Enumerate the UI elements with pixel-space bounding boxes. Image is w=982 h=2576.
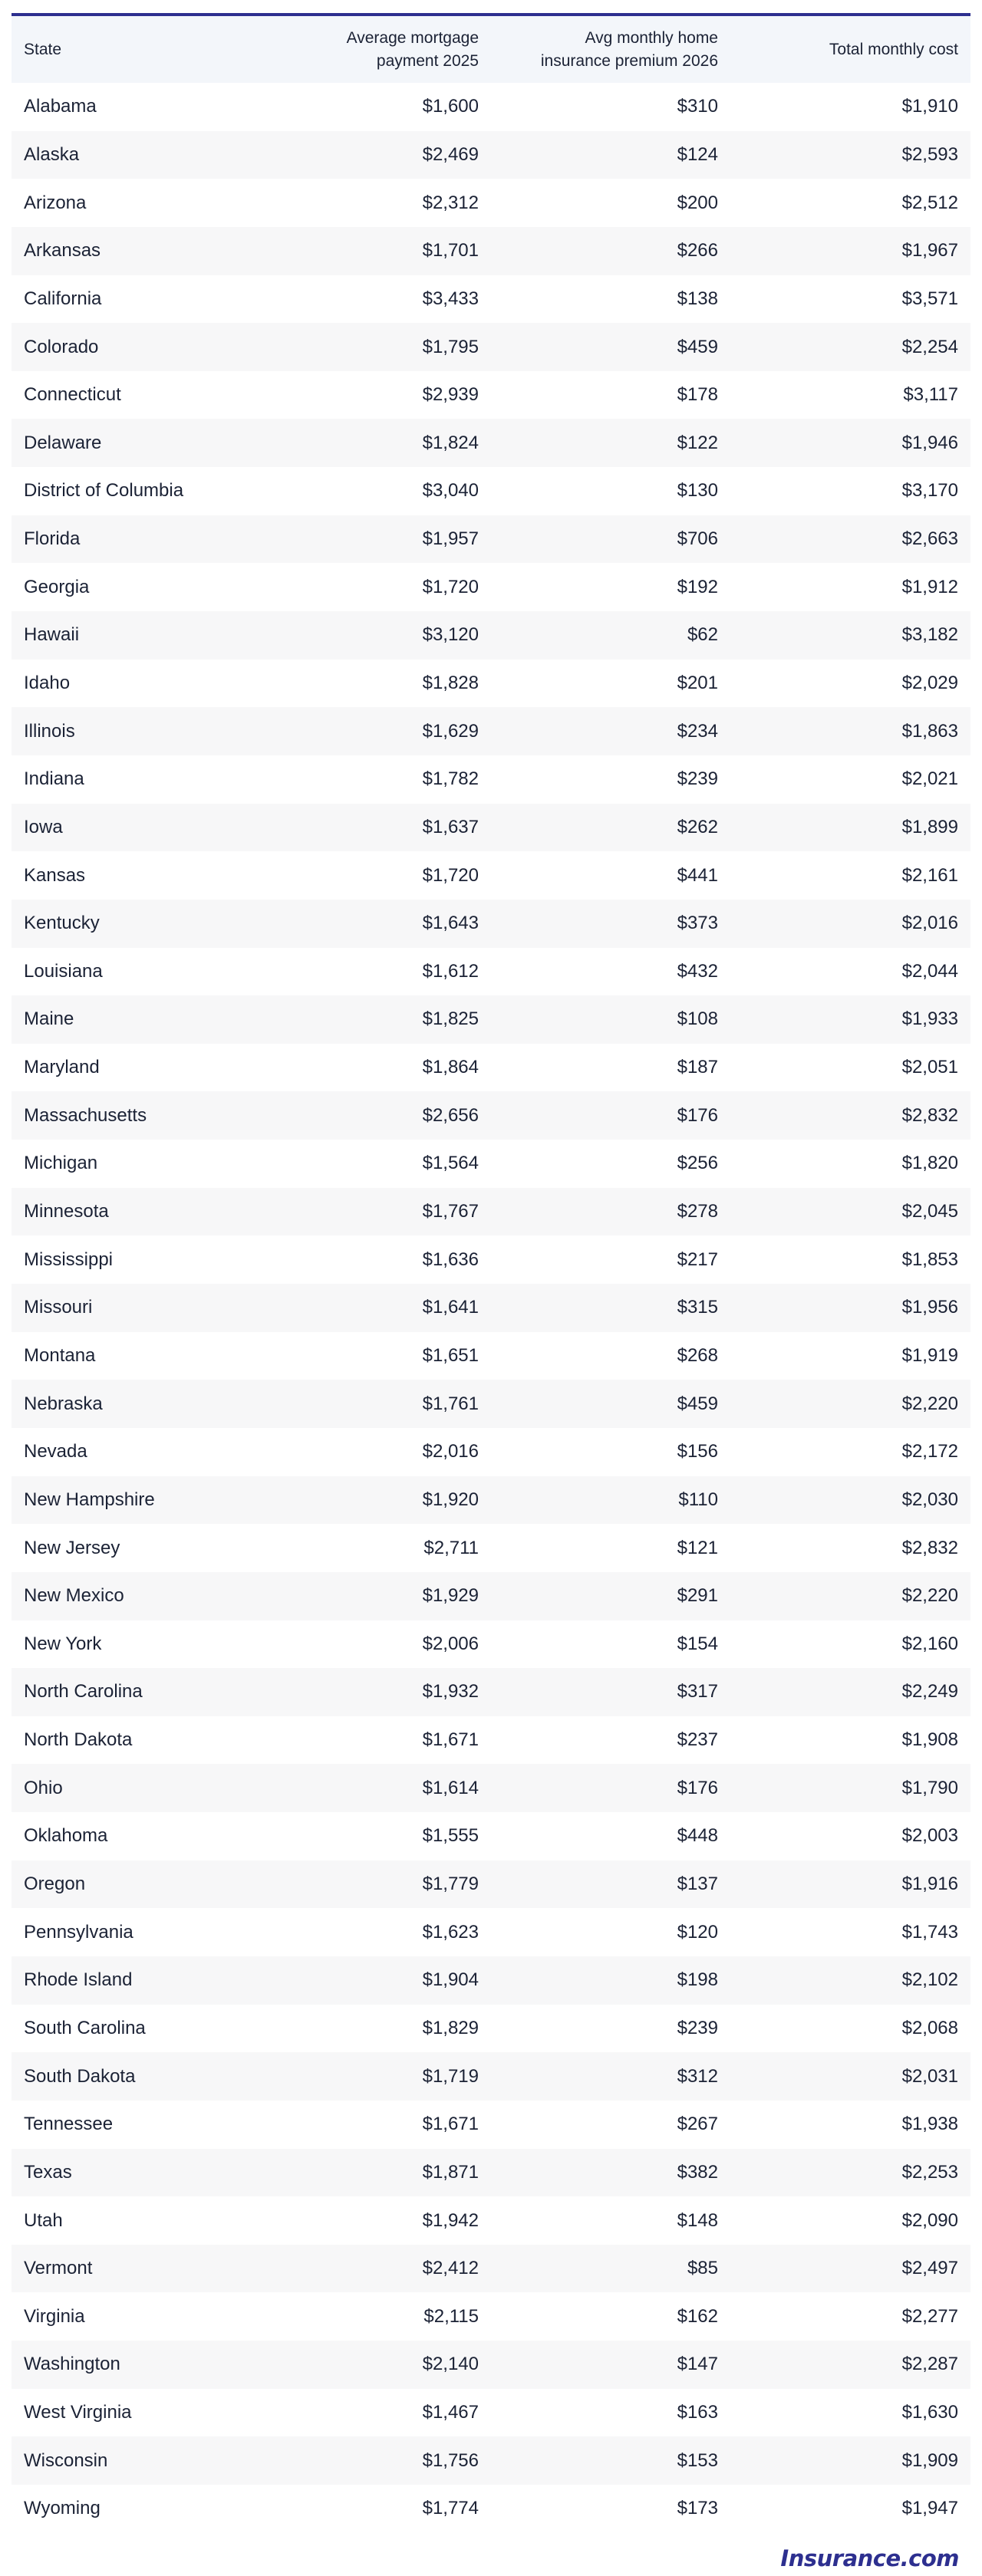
mortgage-cell: $1,719 [422, 2065, 479, 2087]
insurance-cell: $239 [677, 768, 718, 790]
insurance-cell: $459 [677, 1393, 718, 1414]
state-cell: Arizona [24, 192, 87, 213]
total-cell: $2,172 [901, 1441, 958, 1462]
table-row [12, 131, 970, 179]
mortgage-cell: $2,939 [422, 384, 479, 406]
table-row [12, 1140, 970, 1188]
insurance-cell: $291 [677, 1585, 718, 1607]
table-row [12, 707, 970, 755]
total-cell: $2,045 [901, 1201, 958, 1222]
table-row [12, 1668, 970, 1716]
insurance-cell: $237 [677, 1729, 718, 1751]
mortgage-cell: $1,641 [422, 1297, 479, 1318]
mortgage-cell: $1,829 [422, 2017, 479, 2038]
insurance-cell: $267 [677, 2114, 718, 2135]
state-cell: Arkansas [24, 240, 101, 262]
state-cell: Virginia [24, 2305, 85, 2327]
insurance-cell: $278 [677, 1201, 718, 1222]
total-cell: $2,068 [901, 2017, 958, 2038]
insurance-cell: $108 [677, 1008, 718, 1030]
insurance-cell: $137 [677, 1874, 718, 1895]
table-row [12, 1332, 970, 1380]
table-row [12, 995, 970, 1044]
state-cell: Vermont [24, 2258, 93, 2279]
insurance-cell: $441 [677, 864, 718, 886]
insurance-cell: $200 [677, 192, 718, 213]
mortgage-cell: $1,774 [422, 2498, 479, 2519]
state-cell: Kentucky [24, 913, 100, 934]
total-cell: $3,170 [901, 480, 958, 502]
mortgage-cell: $3,040 [422, 480, 479, 502]
table-row [12, 900, 970, 948]
mortgage-cell: $3,433 [422, 288, 479, 309]
mortgage-cell: $1,904 [422, 1969, 479, 1991]
table-row [12, 467, 970, 515]
table-row [12, 1044, 970, 1092]
mortgage-cell: $1,825 [422, 1008, 479, 1030]
state-cell: Wyoming [24, 2498, 101, 2519]
table-row [12, 2436, 970, 2485]
insurance-cell: $315 [677, 1297, 718, 1318]
insurance-cell: $148 [677, 2209, 718, 2231]
insurance-cell: $262 [677, 816, 718, 837]
mortgage-cell: $2,006 [422, 1633, 479, 1654]
total-cell: $2,030 [901, 1489, 958, 1510]
total-cell: $2,051 [901, 1057, 958, 1078]
table-row [12, 1476, 970, 1525]
mortgage-cell: $1,767 [422, 1201, 479, 1222]
insurance-cell: $147 [677, 2354, 718, 2375]
total-cell: $1,938 [901, 2114, 958, 2135]
total-cell: $1,933 [901, 1008, 958, 1030]
total-cell: $3,571 [901, 288, 958, 309]
state-cell: North Dakota [24, 1729, 133, 1751]
insurance-cell: $312 [677, 2065, 718, 2087]
total-cell: $2,287 [901, 2354, 958, 2375]
insurance-cell: $317 [677, 1681, 718, 1703]
insurance-cell: $187 [677, 1057, 718, 1078]
total-cell: $1,946 [901, 432, 958, 453]
mortgage-cell: $1,614 [422, 1777, 479, 1798]
table-row [12, 1524, 970, 1572]
state-cell: Oregon [24, 1874, 86, 1895]
mortgage-cell: $1,671 [422, 1729, 479, 1751]
state-cell: Nebraska [24, 1393, 103, 1414]
mortgage-cell: $2,016 [422, 1441, 479, 1462]
total-cell: $1,912 [901, 576, 958, 597]
state-cell: Iowa [24, 816, 63, 837]
mortgage-cell: $1,467 [422, 2402, 479, 2423]
total-cell: $2,220 [901, 1585, 958, 1607]
mortgage-cell: $1,720 [422, 576, 479, 597]
total-cell: $2,512 [901, 192, 958, 213]
state-cell: Maine [24, 1008, 74, 1030]
table-row [12, 2245, 970, 2293]
table-row [12, 1764, 970, 1812]
state-cell: West Virginia [24, 2402, 132, 2423]
mortgage-cell: $2,115 [423, 2305, 479, 2327]
insurance-cell: $176 [677, 1777, 718, 1798]
table-row [12, 1284, 970, 1332]
total-cell: $2,161 [901, 864, 958, 886]
insurance-cell: $162 [677, 2305, 718, 2327]
total-cell: $1,919 [901, 1344, 958, 1366]
total-cell: $1,908 [901, 1729, 958, 1751]
table-row [12, 804, 970, 852]
table-row [12, 2149, 970, 2197]
insurance-cell: $217 [677, 1249, 718, 1270]
total-cell: $1,899 [901, 816, 958, 837]
total-cell: $1,743 [901, 1921, 958, 1943]
state-cell: Georgia [24, 576, 90, 597]
header-row [12, 16, 970, 83]
insurance-cell: $62 [687, 624, 718, 646]
insurance-cell: $198 [677, 1969, 718, 1991]
state-cell: Louisiana [24, 960, 103, 982]
mortgage-cell: $1,564 [422, 1153, 479, 1174]
total-cell: $2,029 [901, 673, 958, 693]
total-cell: $2,249 [901, 1681, 958, 1703]
state-cell: Hawaii [24, 624, 80, 646]
total-cell: $2,220 [901, 1393, 958, 1414]
table-row [12, 2101, 970, 2149]
mortgage-cell: $1,920 [422, 1489, 479, 1510]
table-row [12, 611, 970, 660]
table-row [12, 1428, 970, 1476]
table-row [12, 1716, 970, 1765]
insurance-cell: $153 [677, 2449, 718, 2471]
table-row [12, 179, 970, 227]
table-row [12, 1091, 970, 1140]
table-row [12, 515, 970, 564]
table-row [12, 1188, 970, 1236]
table-row [12, 2196, 970, 2245]
total-cell: $2,832 [901, 1104, 958, 1126]
mortgage-cell: $1,701 [422, 240, 479, 262]
table-row [12, 1235, 970, 1284]
total-cell: $1,909 [901, 2449, 958, 2471]
state-cell: Indiana [24, 768, 84, 790]
insurance-cell: $130 [677, 480, 718, 502]
state-cell: Maryland [24, 1057, 100, 1078]
mortgage-cell: $1,761 [422, 1393, 479, 1414]
mortgage-cell: $1,612 [422, 960, 479, 982]
state-cell: Connecticut [24, 384, 121, 406]
mortgage-cell: $1,932 [422, 1681, 479, 1703]
mortgage-cell: $1,637 [422, 816, 479, 837]
state-cell: Alabama [24, 96, 97, 117]
mortgage-cell: $1,629 [422, 720, 479, 742]
state-cell: Florida [24, 528, 81, 550]
total-cell: $2,253 [901, 2161, 958, 2183]
table-row [12, 323, 970, 371]
total-cell: $1,947 [901, 2498, 958, 2519]
total-cell: $2,497 [901, 2258, 958, 2279]
insurance-cell: $154 [677, 1633, 718, 1654]
total-cell: $1,630 [901, 2402, 958, 2423]
table-row [12, 83, 970, 131]
mortgage-cell: $1,651 [422, 1344, 479, 1366]
state-cell: Massachusetts [24, 1104, 147, 1126]
table-row [12, 1572, 970, 1620]
insurance-cell: $178 [677, 384, 718, 406]
mortgage-cell: $2,469 [422, 143, 479, 165]
total-cell: $2,832 [901, 1537, 958, 1558]
column-header-insurance: Avg monthly home insurance premium 2026 [540, 28, 718, 70]
state-cell: Idaho [24, 673, 71, 693]
insurance-cell: $459 [677, 336, 718, 357]
total-cell: $3,117 [903, 384, 958, 406]
insurance-cell: $85 [687, 2258, 718, 2279]
mortgage-cell: $1,828 [422, 673, 479, 693]
insurance-cell: $310 [677, 96, 718, 117]
state-cell: Montana [24, 1344, 96, 1366]
insurance-cell: $201 [677, 673, 718, 693]
mortgage-cell: $3,120 [422, 624, 479, 646]
total-cell: $2,593 [901, 143, 958, 165]
total-cell: $1,790 [901, 1777, 958, 1798]
mortgage-cell: $1,824 [422, 432, 479, 453]
state-cell: Texas [24, 2161, 72, 2183]
total-cell: $2,090 [901, 2209, 958, 2231]
state-cell: Michigan [24, 1153, 98, 1174]
mortgage-cell: $2,711 [423, 1537, 479, 1558]
state-cell: Kansas [24, 864, 86, 886]
state-cell: New Hampshire [24, 1489, 155, 1510]
insurance-cell: $124 [677, 143, 718, 165]
table-row [12, 227, 970, 275]
total-cell: $1,820 [901, 1153, 958, 1174]
state-cell: Utah [24, 2209, 63, 2231]
table-row [12, 851, 970, 900]
total-cell: $2,021 [901, 768, 958, 790]
table-row [12, 563, 970, 611]
total-cell: $1,916 [901, 1874, 958, 1895]
mortgage-cell: $1,555 [422, 1825, 479, 1847]
state-cell: Delaware [24, 432, 102, 453]
mortgage-cell: $1,756 [422, 2449, 479, 2471]
column-header-mortgage: Average mortgage payment 2025 [346, 28, 479, 70]
state-cell: Oklahoma [24, 1825, 108, 1847]
insurance-cell: $373 [677, 913, 718, 934]
insurance-cell: $176 [677, 1104, 718, 1126]
state-cell: Illinois [24, 720, 75, 742]
mortgage-cell: $1,871 [422, 2161, 479, 2183]
insurance-com-logo: Insurance.com [780, 2545, 959, 2571]
table-row [12, 2292, 970, 2341]
total-cell: $2,254 [901, 336, 958, 357]
insurance-cell: $192 [677, 576, 718, 597]
mortgage-cell: $1,782 [422, 768, 479, 790]
mortgage-cell: $1,795 [422, 336, 479, 357]
insurance-cell: $110 [678, 1489, 718, 1510]
insurance-cell: $266 [677, 240, 718, 262]
total-cell: $2,016 [901, 913, 958, 934]
mortgage-cell: $1,623 [422, 1921, 479, 1943]
state-cell: New Jersey [24, 1537, 120, 1558]
table-row [12, 1908, 970, 1956]
table-row [12, 1380, 970, 1428]
total-cell: $3,182 [901, 624, 958, 646]
state-cell: Colorado [24, 336, 99, 357]
table-row [12, 1860, 970, 1909]
total-cell: $2,663 [901, 528, 958, 550]
insurance-cell: $120 [677, 1921, 718, 1943]
state-cell: Wisconsin [24, 2449, 108, 2471]
table-row [12, 2389, 970, 2437]
column-header-state: State [24, 40, 62, 58]
column-header-total: Total monthly cost [829, 40, 958, 58]
mortgage-cell: $2,412 [422, 2258, 479, 2279]
total-cell: $1,863 [901, 720, 958, 742]
mortgage-cell: $1,929 [422, 1585, 479, 1607]
state-cell: North Carolina [24, 1681, 143, 1703]
table-header [12, 16, 970, 83]
insurance-cell: $239 [677, 2017, 718, 2038]
state-cell: New York [24, 1633, 102, 1654]
mortgage-cell: $1,779 [422, 1874, 479, 1895]
mortgage-cell: $1,942 [422, 2209, 479, 2231]
state-cell: Alaska [24, 143, 80, 165]
state-cell: California [24, 288, 102, 309]
mortgage-cell: $2,312 [422, 192, 479, 213]
mortgage-cell: $1,671 [422, 2114, 479, 2135]
insurance-cell: $122 [677, 432, 718, 453]
mortgage-cell: $1,600 [422, 96, 479, 117]
table-row [12, 1956, 970, 2005]
state-cell: New Mexico [24, 1585, 124, 1607]
mortgage-cell: $1,957 [422, 528, 479, 550]
insurance-cell: $234 [677, 720, 718, 742]
mortgage-cell: $1,720 [422, 864, 479, 886]
table-row [12, 2005, 970, 2053]
mortgage-cell: $2,140 [422, 2354, 479, 2375]
total-cell: $2,102 [901, 1969, 958, 1991]
state-cell: Pennsylvania [24, 1921, 133, 1943]
insurance-cell: $432 [677, 960, 718, 982]
mortgage-cell: $1,636 [422, 1249, 479, 1270]
insurance-cell: $268 [677, 1344, 718, 1366]
state-cell: South Carolina [24, 2017, 146, 2038]
mortgage-cell: $1,643 [422, 913, 479, 934]
total-cell: $1,910 [901, 96, 958, 117]
table-row [12, 1620, 970, 1669]
total-cell: $2,044 [901, 960, 958, 982]
insurance-cell: $163 [677, 2402, 718, 2423]
table-row [12, 660, 970, 708]
state-cell: Washington [24, 2354, 120, 2375]
insurance-cell: $156 [677, 1441, 718, 1462]
insurance-cell: $121 [677, 1537, 718, 1558]
insurance-cell: $256 [677, 1153, 718, 1174]
state-cell: Tennessee [24, 2114, 114, 2135]
state-cell: Nevada [24, 1441, 87, 1462]
insurance-cell: $138 [677, 288, 718, 309]
total-cell: $2,003 [901, 1825, 958, 1847]
mortgage-cell: $2,656 [422, 1104, 479, 1126]
table-row [12, 275, 970, 324]
state-cell: South Dakota [24, 2065, 136, 2087]
insurance-cell: $382 [677, 2161, 718, 2183]
table-row [12, 2485, 970, 2533]
table-row [12, 755, 970, 804]
state-cell: Ohio [24, 1777, 63, 1798]
state-cell: District of Columbia [24, 480, 184, 502]
insurance-cell: $706 [677, 528, 718, 550]
mortgage-insurance-table [12, 16, 970, 2533]
table-row [12, 371, 970, 419]
total-cell: $1,956 [901, 1297, 958, 1318]
table-row [12, 1812, 970, 1860]
state-cell: Minnesota [24, 1201, 109, 1222]
table-row [12, 419, 970, 467]
state-cell: Mississippi [24, 1249, 114, 1270]
total-cell: $2,031 [901, 2065, 958, 2087]
table-body [12, 83, 970, 2533]
insurance-cell: $448 [677, 1825, 718, 1847]
table-row [12, 948, 970, 996]
total-cell: $2,160 [901, 1633, 958, 1654]
table-row [12, 2052, 970, 2101]
insurance-cell: $173 [677, 2498, 718, 2519]
total-cell: $1,853 [901, 1249, 958, 1270]
data-table-container [12, 13, 970, 2533]
mortgage-cell: $1,864 [422, 1057, 479, 1078]
table-row [12, 2341, 970, 2389]
state-cell: Missouri [24, 1297, 93, 1318]
state-cell: Rhode Island [24, 1969, 133, 1991]
total-cell: $2,277 [901, 2305, 958, 2327]
total-cell: $1,967 [901, 240, 958, 262]
